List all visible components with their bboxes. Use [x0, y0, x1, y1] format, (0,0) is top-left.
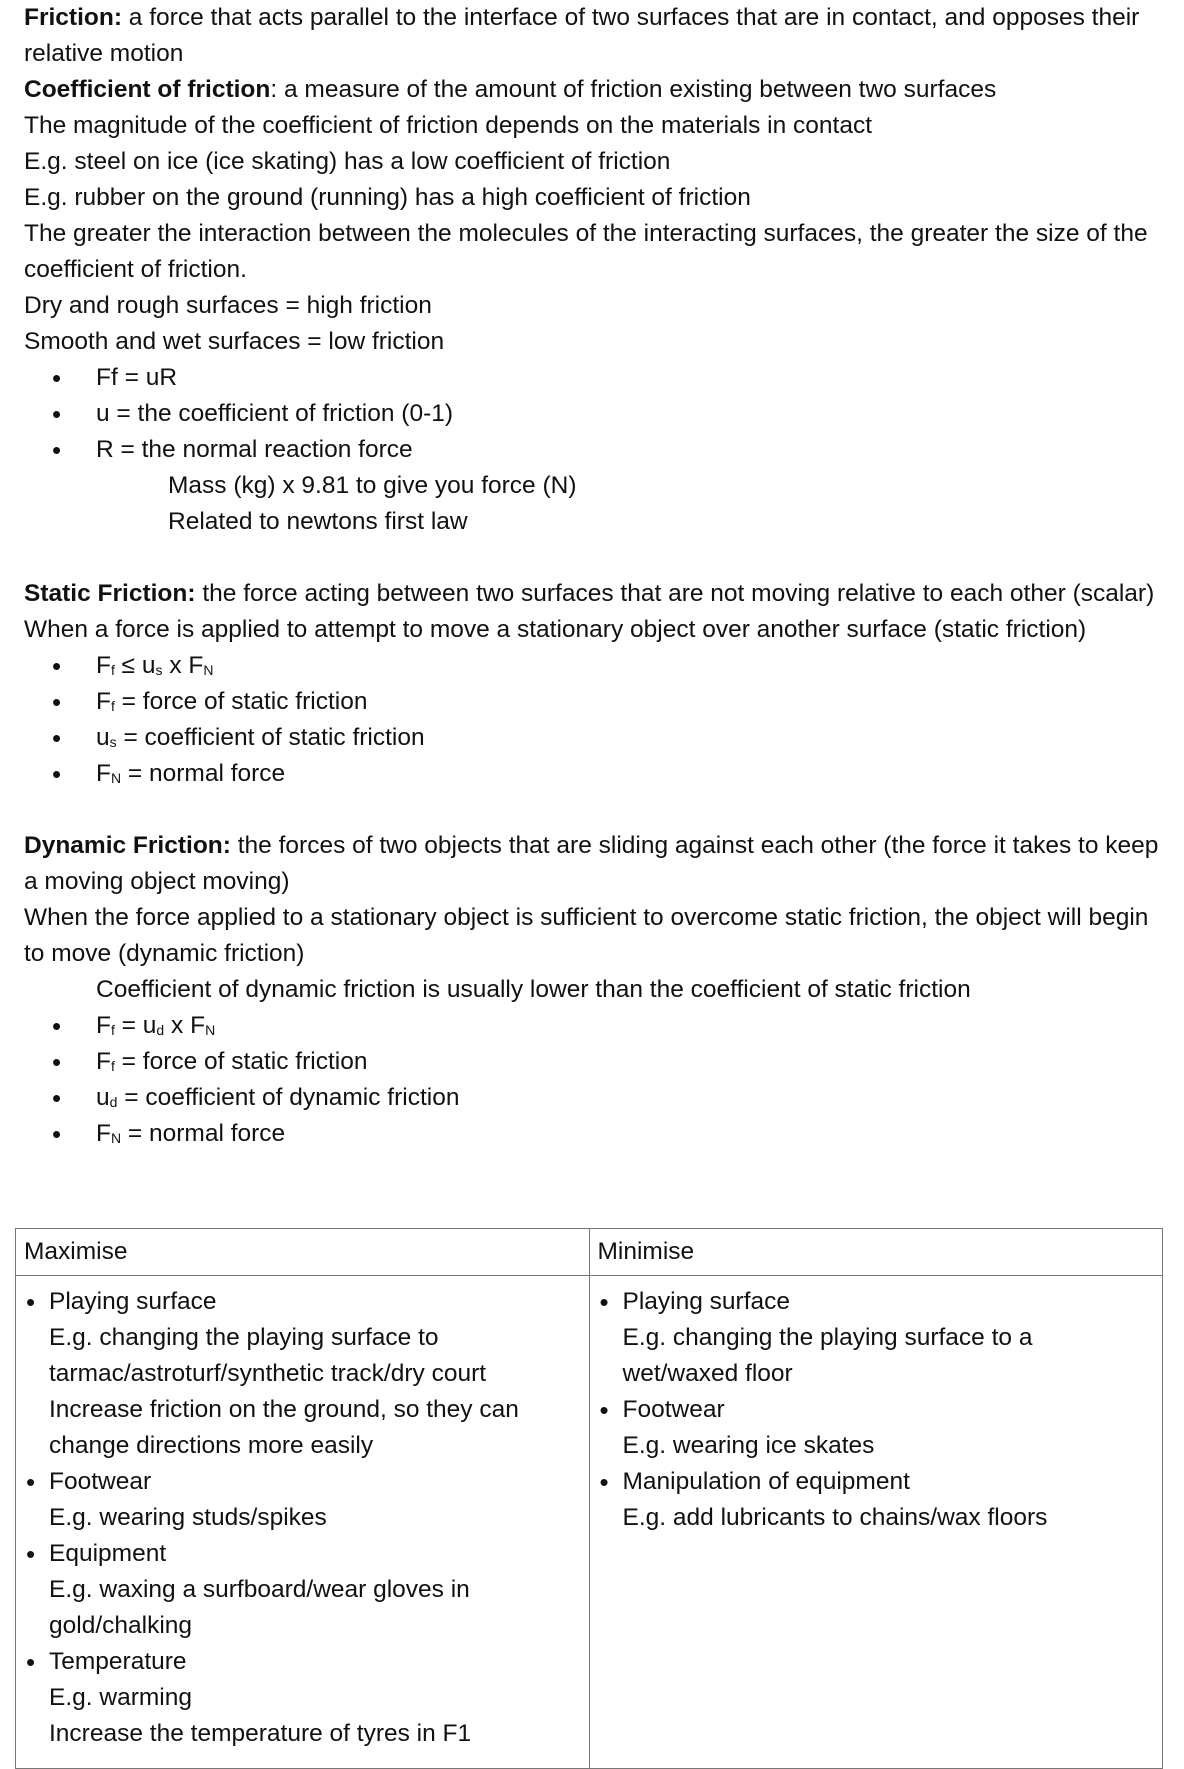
minimise-cell — [589, 1276, 1163, 1769]
item-heading: • Playing surface — [622, 1288, 791, 1315]
item-heading: • Equipment — [49, 1540, 167, 1567]
table-row — [16, 1276, 1163, 1769]
static-definition — [24, 576, 1174, 612]
minimise-list — [598, 1284, 1155, 1536]
maximise-cell — [16, 1276, 590, 1769]
formula-subscript: f — [110, 698, 115, 714]
list-item — [598, 1392, 1155, 1464]
friction-line: The greater the interaction between the molecules of the interacting surfaces, the greater the size of the coefficient of friction. — [24, 220, 1148, 283]
dynamic-indent-line: Coefficient of dynamic friction is usually lower than the coefficient of static friction — [96, 976, 971, 1003]
dynamic-def-text: the forces of two objects that are sliding against each other (the force it takes to keep a moving object moving) — [24, 832, 1159, 895]
formula-text: = coefficient of dynamic friction — [117, 1084, 460, 1111]
formula-text: x F — [164, 1012, 206, 1039]
list-item: • Ff = uR — [24, 360, 1174, 396]
formula-subscript: N — [110, 1130, 122, 1146]
friction-subnote: Related to newtons first law — [168, 508, 468, 535]
formula-subscript: d — [156, 1022, 165, 1038]
formula-text: F — [96, 652, 111, 679]
friction-formula-list — [24, 360, 1174, 468]
friction-def-text: a force that acts parallel to the interface of two surfaces that are in contact, and opposes their relative motion — [24, 4, 1140, 67]
list-item — [24, 756, 1174, 792]
static-formula-list — [24, 648, 1174, 792]
list-item — [24, 1284, 581, 1464]
friction-subnote: Mass (kg) x 9.81 to give you force (N) — [168, 472, 577, 499]
coefficient-definition — [24, 72, 1174, 108]
static-line: When a force is applied to attempt to move a stationary object over another surface (static friction) — [24, 616, 1087, 643]
item-detail: E.g. wearing studs/spikes — [49, 1504, 327, 1531]
list-item — [24, 1536, 581, 1644]
list-item — [24, 1644, 581, 1752]
item-detail: E.g. add lubricants to chains/wax floors — [622, 1504, 1048, 1531]
formula-subscript: f — [110, 1022, 115, 1038]
formula-subscript: f — [110, 1058, 115, 1074]
item-detail: E.g. changing the playing surface to a wet/waxed floor — [622, 1324, 1033, 1387]
formula-text: = force of static friction — [114, 1048, 368, 1075]
formula-subscript: s — [155, 662, 163, 678]
item-heading: • Manipulation of equipment — [622, 1468, 910, 1495]
item-heading: • Footwear — [49, 1468, 152, 1495]
list-item — [24, 1008, 1174, 1044]
item-detail: E.g. wearing ice skates — [622, 1432, 875, 1459]
maximise-list — [24, 1284, 581, 1752]
notes-body — [24, 0, 1174, 1152]
list-item — [24, 1464, 581, 1536]
list-item: • u = the coefficient of friction (0-1) — [24, 396, 1174, 432]
formula-subscript: N — [205, 1022, 216, 1038]
list-item — [24, 684, 1174, 720]
formula-text: ≤ u — [114, 652, 156, 679]
item-detail: Increase friction on the ground, so they can change directions more easily — [49, 1396, 519, 1459]
dynamic-formula-list — [24, 1008, 1174, 1152]
header-maximise: Maximise — [16, 1229, 590, 1276]
item-detail: Increase the temperature of tyres in F1 — [49, 1720, 472, 1747]
formula-text: u — [96, 1084, 110, 1111]
maximise-minimise-table — [15, 1228, 1163, 1769]
formula-text: = force of static friction — [114, 688, 368, 715]
item-detail: E.g. warming — [49, 1684, 192, 1711]
friction-line: The magnitude of the coefficient of friction depends on the materials in contact — [24, 112, 873, 139]
formula-subscript: N — [203, 662, 214, 678]
formula-subscript: d — [109, 1094, 118, 1110]
friction-term: Friction: — [24, 4, 122, 31]
list-item — [24, 720, 1174, 756]
formula-subscript: s — [109, 734, 117, 750]
item-heading: • Footwear — [622, 1396, 725, 1423]
formula-text: F — [96, 1048, 111, 1075]
friction-line: E.g. rubber on the ground (running) has a high coefficient of friction — [24, 184, 751, 211]
formula-text: F — [96, 1120, 111, 1147]
list-item — [24, 1116, 1174, 1152]
item-heading: • Temperature — [49, 1648, 187, 1675]
item-heading: • Playing surface — [49, 1288, 217, 1315]
formula-subscript: f — [110, 662, 115, 678]
formula-text: F — [96, 688, 111, 715]
list-item — [24, 648, 1174, 684]
formula-text: F — [96, 760, 111, 787]
list-item — [24, 1080, 1174, 1116]
list-item — [598, 1464, 1155, 1536]
static-term: Static Friction: — [24, 580, 196, 607]
list-item — [24, 1044, 1174, 1080]
friction-line: E.g. steel on ice (ice skating) has a low coefficient of friction — [24, 148, 671, 175]
dynamic-definition — [24, 828, 1174, 900]
dynamic-line: When the force applied to a stationary object is sufficient to overcome static friction, the object will begin to move (dynamic friction) — [24, 904, 1149, 967]
formula-text: = normal force — [121, 1120, 286, 1147]
friction-line: Dry and rough surfaces = high friction — [24, 292, 432, 319]
formula-text: = coefficient of static friction — [116, 724, 425, 751]
list-item — [598, 1284, 1155, 1392]
item-detail: E.g. changing the playing surface to tarmac/astroturf/synthetic track/dry court — [49, 1324, 487, 1387]
formula-subscript: N — [110, 770, 122, 786]
formula-text: F — [96, 1012, 111, 1039]
coefficient-def-text: : a measure of the amount of friction existing between two surfaces — [270, 76, 997, 103]
dynamic-term: Dynamic Friction: — [24, 832, 231, 859]
formula-text: = normal force — [121, 760, 286, 787]
formula-text: = u — [114, 1012, 157, 1039]
formula-text: u — [96, 724, 110, 751]
table-header-row — [16, 1229, 1163, 1276]
formula-text: x F — [162, 652, 204, 679]
friction-line: Smooth and wet surfaces = low friction — [24, 328, 445, 355]
friction-definition — [24, 0, 1174, 72]
item-detail: E.g. waxing a surfboard/wear gloves in gold/chalking — [49, 1576, 470, 1639]
coefficient-term: Coefficient of friction — [24, 76, 271, 103]
list-item: • R = the normal reaction force — [24, 432, 1174, 468]
header-minimise: Minimise — [589, 1229, 1163, 1276]
static-def-text: the force acting between two surfaces that are not moving relative to each other (scalar) — [195, 580, 1155, 607]
